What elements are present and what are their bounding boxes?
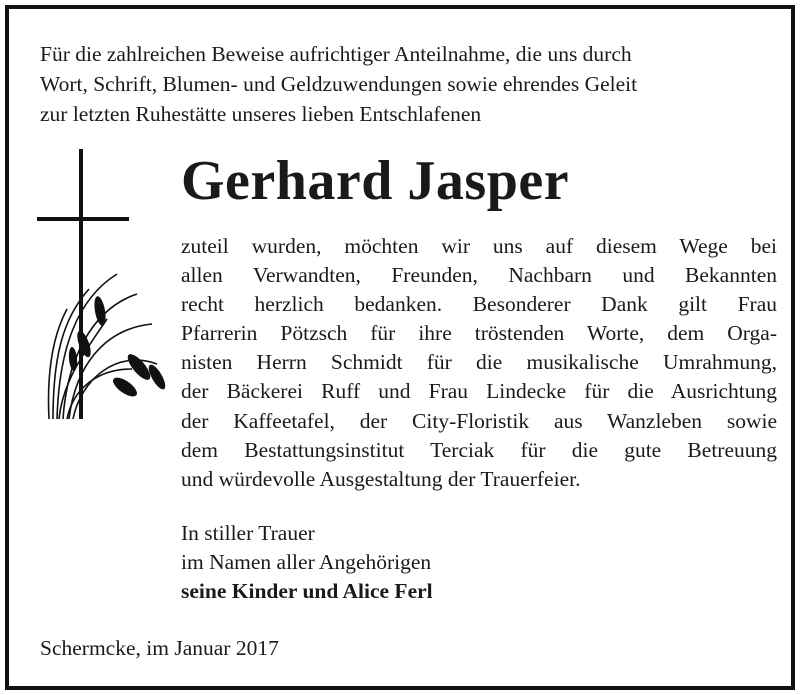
signature-line: im Namen aller Angehörigen bbox=[181, 550, 432, 574]
signature-line: In stiller Trauer bbox=[181, 521, 315, 545]
body-line: Pfarrerin Pötzsch für ihre tröstenden Worte, dem Orga- bbox=[181, 321, 777, 346]
body-line: zuteil wurden, möchten wir uns auf diesem Wege bei bbox=[181, 234, 777, 258]
body-line: der Bäckerei Ruff und Frau Lindecke für die Ausrichtung bbox=[181, 379, 777, 404]
body-line: nisten Herrn Schmidt für die musikalische Umrahmung, bbox=[181, 350, 777, 375]
body-line: der Kaffeetafel, der City-Floristik aus Wanzleben sowie bbox=[181, 408, 777, 433]
place-date: Schermcke, im Januar 2017 bbox=[40, 636, 279, 660]
intro-text bbox=[40, 39, 780, 129]
obituary-notice bbox=[5, 5, 795, 690]
body-line: allen Verwandten, Freunden, Nachbarn und Bekannten bbox=[181, 263, 777, 288]
body-line: dem Bestattungsinstitut Terciak für die gute Betreuung bbox=[181, 437, 777, 462]
body-line: und würdevolle Ausgestaltung der Trauerfeier. bbox=[181, 466, 581, 491]
signature-block bbox=[181, 519, 433, 606]
family-names: seine Kinder und Alice Ferl bbox=[181, 579, 433, 603]
intro-line: Für die zahlreichen Beweise aufrichtiger Anteilnahme, die uns durch bbox=[40, 42, 632, 66]
body-text bbox=[181, 232, 777, 494]
intro-line: Wort, Schrift, Blumen- und Geldzuwendungen sowie ehrendes Geleit bbox=[40, 72, 638, 96]
deceased-name: Gerhard Jasper bbox=[181, 150, 570, 212]
intro-line: zur letzten Ruhestätte unseres lieben Entschlafenen bbox=[40, 102, 482, 126]
cross-with-grain-icon bbox=[37, 149, 177, 429]
body-line: recht herzlich bedanken. Besonderer Dank gilt Frau bbox=[181, 292, 777, 317]
